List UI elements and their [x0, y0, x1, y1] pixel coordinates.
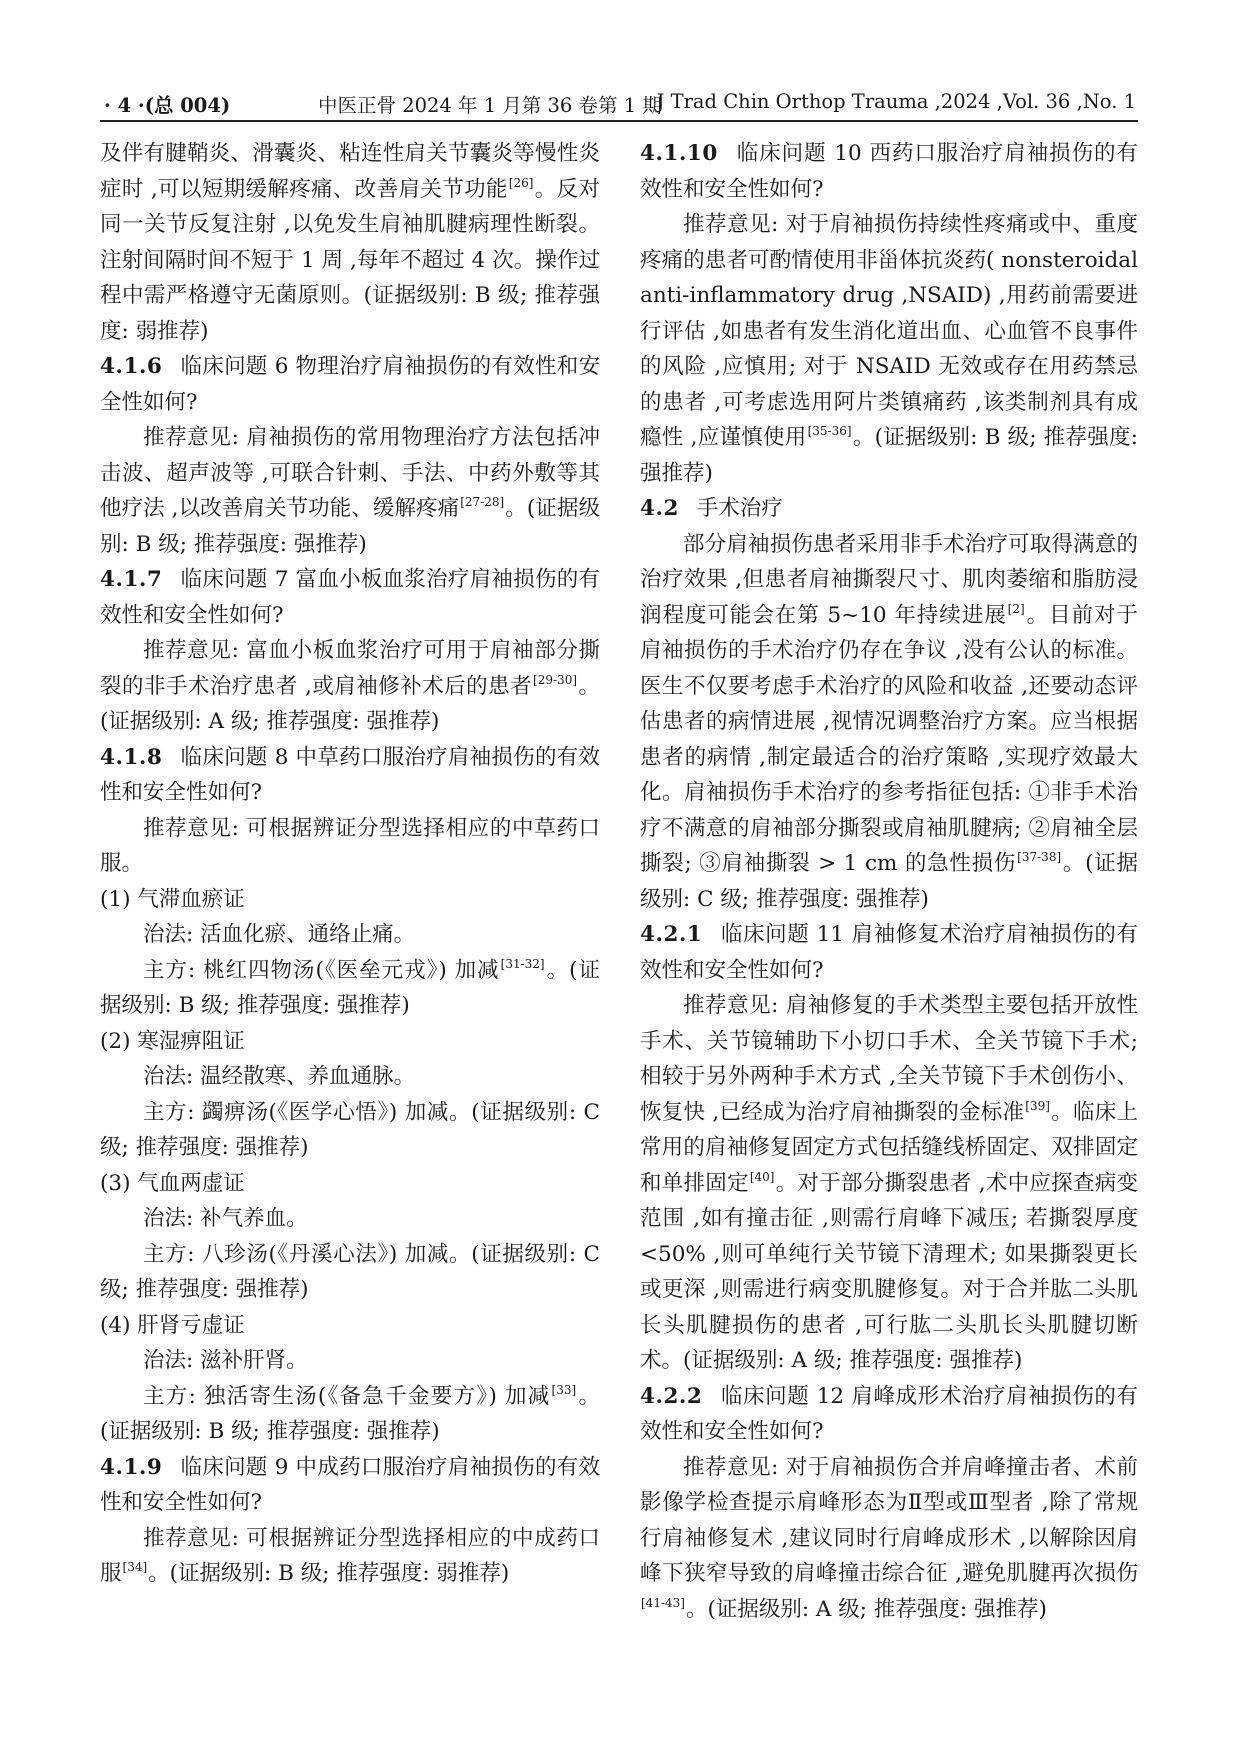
syndrome-title-4: (4) 肝肾亏虚证 [100, 1312, 245, 1338]
recommendation-patent-medicine: 推荐意见: 可根据辨证分型选择相应的中成药口服[34]。(证据级别: B 级; 推荐强度: 弱推荐) [100, 1525, 600, 1586]
syndrome-formula-4: 主方: 独活寄生汤(《备急千金要方》) 加减[33]。(证据级别: B 级; 推荐强度: 强推荐) [100, 1382, 600, 1444]
citation: [29-30] [533, 672, 578, 687]
journal-title-en: J Trad Chin Orthop Trauma ,2024 ,Vol. 36 ,No. 1 [656, 90, 1136, 113]
section-heading-4-1-8: 4.1.8 临床问题 8 中草药口服治疗肩袖损伤的有效性和安全性如何? [100, 744, 600, 805]
right-column [640, 136, 1138, 1627]
syndrome-title-2: (2) 寒湿痹阻证 [100, 1028, 245, 1054]
recommendation-physical-therapy: 推荐意见: 肩袖损伤的常用物理治疗方法包括冲击波、超声波等 ,可联合针刺、手法、中药外敷等其他疗法 ,以改善肩关节功能、缓解疼痛[27-28]。(证据级别: B 级; 推荐强度: 强推荐) [100, 425, 601, 557]
syndrome-method-3: 治法: 补气养血。 [143, 1206, 308, 1231]
syndrome-method-4: 治法: 滋补肝肾。 [143, 1348, 308, 1373]
recommendation-prp: 推荐意见: 富血小板血浆治疗可用于肩袖部分撕裂的非手术治疗患者 ,或肩袖修补术后的患者[29-30]。(证据级别: A 级; 推荐强度: 强推荐) [100, 638, 600, 734]
citation: [27-28] [460, 495, 505, 509]
section-heading-4-2-2: 4.2.2 临床问题 12 肩峰成形术治疗肩袖损伤的有效性和安全性如何? [640, 1383, 1138, 1444]
recommendation-acromioplasty: 推荐意见: 对于肩袖损伤合并肩峰撞击者、术前影像学检查提示肩峰形态为Ⅱ型或Ⅲ型者 ,除了常规行肩袖修复术 ,建议同时行肩峰成形术 ,以解除因肩峰下狭窄导致的肩峰撞击综合征 ,避免肌腱再次损伤[41-43]。(证据级别: A 级; 推荐强度: 强推荐) [640, 1454, 1138, 1622]
citation: [41-43] [641, 1595, 685, 1610]
running-head [100, 86, 1138, 122]
citation: [33] [551, 1382, 577, 1397]
recommendation-herbal-medicine: 推荐意见: 可根据辨证分型选择相应的中草药口服。 [100, 815, 600, 876]
recommendation-western-medicine: 推荐意见: 对于肩袖损伤持续性疼痛或中、重度疼痛的患者可酌情使用非甾体抗炎药( nonsteroidal anti-inflammatory drug ,NSAID) ,用药前需要进行评估 ,如患者有发生消化道出血、心血管不良事件的风险 ,应慎用; 对于 NSAID 无效或存在用药禁忌的患者 ,可考虑选用阿片类镇痛药 ,该类制剂具有成瘾性 ,应谨慎使用[35-36]。(证据级别: B 级; 推荐强度: 强推荐) [640, 212, 1138, 486]
paragraph-injection-cont: 及伴有腱鞘炎、滑囊炎、粘连性肩关节囊炎等慢性炎症时 ,可以短期缓解疼痛、改善肩关节功能[26]。反对同一关节反复注射 ,以免发生肩袖肌腱病理性断裂。注射间隔时间不短于 1 周 ,每年不超过 4 次。操作过程中需严格遵守无菌原则。(证据级别: B 级; 推荐强度: 弱推荐) [100, 141, 600, 344]
paragraph-surgical-treatment: 部分肩袖损伤患者采用非手术治疗可取得满意的治疗效果 ,但患者肩袖撕裂尺寸、肌肉萎缩和脂肪浸润程度可能会在第 5~10 年持续进展[2]。目前对于肩袖损伤的手术治疗仍存在争议 ,没有公认的标准。医生不仅要考虑手术治疗的风险和收益 ,还要动态评估患者的病情进展 ,视情况调整治疗方案。应当根据患者的病情 ,制定最适合的治疗策略 ,实现疗效最大化。肩袖损伤手术治疗的参考指征包括: ①非手术治疗不满意的肩袖部分撕裂或肩袖肌腱病; ②肩袖全层撕裂; ③肩袖撕裂 > 1 cm 的急性损伤[37-38]。(证据级别: C 级; 推荐强度: 强推荐) [640, 531, 1138, 912]
syndrome-method-2: 治法: 温经散寒、养血通脉。 [143, 1064, 416, 1089]
section-heading-4-1-7: 4.1.7 临床问题 7 富血小板血浆治疗肩袖损伤的有效性和安全性如何? [100, 567, 600, 628]
syndrome-title-1: (1) 气滞血瘀证 [100, 886, 245, 912]
syndrome-formula-3: 主方: 八珍汤(《丹溪心法》) 加减。(证据级别: C 级; 推荐强度: 强推荐) [100, 1241, 600, 1302]
citation: [34] [122, 1560, 148, 1574]
section-heading-4-1-9: 4.1.9 临床问题 9 中成药口服治疗肩袖损伤的有效性和安全性如何? [100, 1454, 600, 1515]
citation: [2] [1007, 601, 1025, 616]
syndrome-method-1: 治法: 活血化瘀、通络止痛。 [143, 922, 416, 947]
syndrome-formula-1: 主方: 桃红四物汤(《医垒元戎》) 加减[31-32]。(证据级别: B 级; 推荐强度: 强推荐) [100, 956, 600, 1018]
page-marker: · 4 ·(总 004) [104, 94, 231, 117]
section-heading-4-1-10: 4.1.10 临床问题 10 西药口服治疗肩袖损伤的有效性和安全性如何? [640, 141, 1138, 202]
recommendation-cuff-repair: 推荐意见: 肩袖修复的手术类型主要包括开放性手术、关节镜辅助下小切口手术、全关节镜下手术; 相较于另外两种手术方式 ,全关节镜下手术创伤小、恢复快 ,已经成为治疗肩袖撕裂的金标准[39]。临床上常用的肩袖修复固定方式包括缝线桥固定、双排固定和单排固定[40]。对于部分撕裂患者 ,术中应探查病变范围 ,如有撞击征 ,则需行肩峰下减压; 若撕裂厚度 <50% ,则可单纯行关节镜下清理术; 如果撕裂更长或更深 ,则需进行病变肌腱修复。对于合并肱二头肌长头肌腱损伤的患者 ,可行肱二头肌长头肌腱切断术。(证据级别: A 级; 推荐强度: 强推荐) [640, 993, 1138, 1373]
citation: [31-32] [500, 956, 545, 971]
syndrome-title-3: (3) 气血两虚证 [100, 1170, 245, 1196]
left-column [100, 136, 600, 1592]
citation: [26] [508, 175, 534, 190]
journal-title-cn: 中医正骨 2024 年 1 月第 36 卷第 1 期 [318, 94, 662, 117]
citation: [35-36] [807, 424, 852, 438]
citation: [37-38] [1017, 850, 1062, 864]
citation: [40] [749, 1169, 775, 1184]
section-heading-4-2: 4.2 手术治疗 [640, 496, 783, 521]
syndrome-formula-2: 主方: 蠲痹汤(《医学心悟》) 加减。(证据级别: C 级; 推荐强度: 强推荐) [100, 1099, 600, 1160]
section-heading-4-2-1: 4.2.1 临床问题 11 肩袖修复术治疗肩袖损伤的有效性和安全性如何? [640, 922, 1138, 983]
citation: [39] [1025, 1098, 1050, 1113]
section-heading-4-1-6: 4.1.6 临床问题 6 物理治疗肩袖损伤的有效性和安全性如何? [100, 354, 600, 415]
